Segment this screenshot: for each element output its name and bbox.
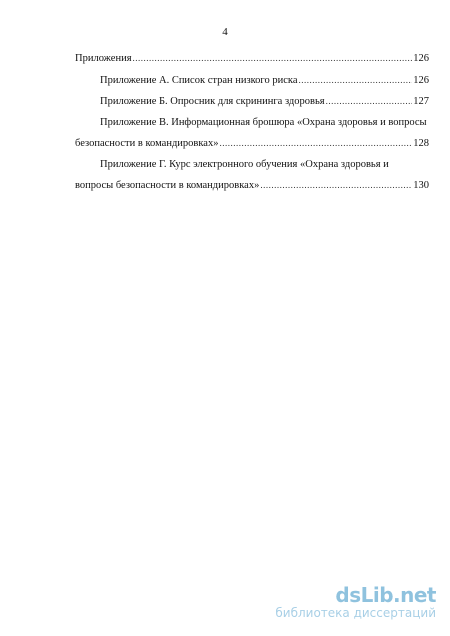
toc-entry-page: 130 [413,180,429,191]
toc-entry-page: 126 [413,53,429,64]
toc-entry-appendix-g[interactable] [75,155,429,197]
toc-entry-title: Приложение Б. Опросник для скрининга здоровья [100,96,325,107]
toc-dot-leader [219,133,412,154]
toc-entry-title: Приложение А. Список стран низкого риска [100,74,298,86]
toc-entry-title-line1: Приложение Г. Курс электронного обучения «Охрана здоровья и [100,158,389,170]
toc-dot-leader [133,48,413,69]
table-of-contents [75,48,429,197]
toc-entry-title-line2: вопросы безопасности в командировках» [75,180,260,191]
toc-entry-page: 127 [413,96,429,107]
toc-dot-leader [260,175,412,196]
toc-entry-title-line1: Приложение В. Информационная брошюра «Охрана здоровья и вопросы [100,116,427,128]
toc-dot-leader [326,91,413,112]
watermark-tagline: библиотека диссертаций [275,606,436,620]
toc-entry-appendix-b[interactable] [75,91,429,113]
page-number: 4 [222,26,228,38]
toc-entry-appendix-a[interactable] [75,70,429,92]
toc-entry-title: Приложения [75,53,132,64]
toc-entry-page: 128 [413,138,429,149]
watermark [275,584,436,620]
toc-entry-page: 126 [413,74,429,86]
toc-entry-appendices[interactable] [75,48,429,70]
toc-entry-title-line2: безопасности в командировках» [75,138,219,149]
toc-entry-appendix-v[interactable] [75,113,429,155]
watermark-logo: dsLib.net [335,583,436,607]
toc-dot-leader [298,70,412,91]
